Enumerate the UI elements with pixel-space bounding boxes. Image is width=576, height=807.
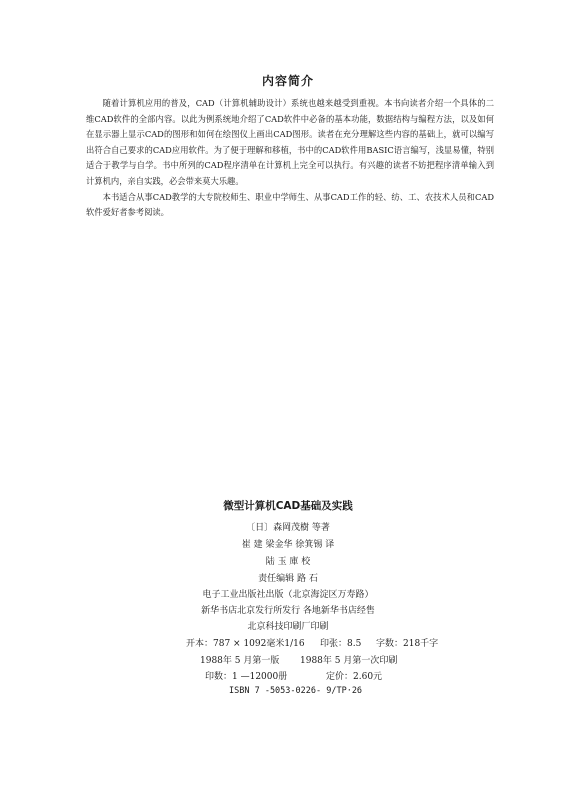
summary-paragraph: 本书适合从事CAD教学的大专院校师生、职业中学师生、从事CAD工作的轻、纺、工、农技术人员和CAD软件爱好者参考阅读。 (86, 191, 494, 218)
publisher-line: 电子工业出版社出版（北京海淀区万寿路） (202, 590, 374, 600)
sheets-info: 印张：8.5 (320, 639, 362, 649)
summary-title: 内容简介 (261, 74, 314, 88)
author-line: 〔日〕森岡茂樹 等著 (246, 523, 330, 533)
isbn-info: ISBN 7 -5053-0226- 9/TP·26 (229, 686, 363, 696)
words-info: 字数：218千字 (376, 639, 439, 649)
distributor-line: 新华书店北京发行所发行 各地新华书店经售 (201, 606, 375, 616)
summary-body (86, 96, 494, 221)
editor-line: 责任编辑 路 石 (258, 574, 318, 584)
print-run-info: 印数：1 —12000册 (205, 672, 288, 682)
printer-line: 北京科技印刷厂印刷 (247, 622, 329, 632)
price-info: 定价：2.60元 (326, 672, 383, 682)
proofreader-line: 陆 玉 庫 校 (265, 557, 311, 567)
translators-line: 崔 建 梁金华 徐箕锡 译 (241, 540, 335, 550)
printing-info: 1988年 5 月第一次印刷 (300, 656, 398, 666)
book-title: 微型计算机CAD基础及实践 (223, 500, 353, 512)
format-info: 开本：787 × 1092毫米1/16 (186, 639, 305, 649)
edition-info: 1988年 5 月第一版 (200, 656, 280, 666)
summary-paragraph: 随着计算机应用的普及，CAD（计算机辅助设计）系统也越来越受到重视。本书向读者介绍一个具体的二维CAD软件的全部内容。以此为例系统地介绍了CAD软件中必备的基本功能，数据结构与编程方法，以及如何在显示器上显示CAD的图形和如何在绘图仪上画出CAD图形。读者在充分理解这些内容的基础上，就可以编写出符合自己要求的CAD应用软件。为了便于理解和移植，书中的CAD软件用BASIC语言编写，浅显易懂，特别适合于教学与自学。书中所列的CAD程序清单在计算机上完全可以执行。有兴趣的读者不妨把程序清单输入到计算机内，亲自实践，必会带来莫大乐趣。 (86, 98, 494, 186)
